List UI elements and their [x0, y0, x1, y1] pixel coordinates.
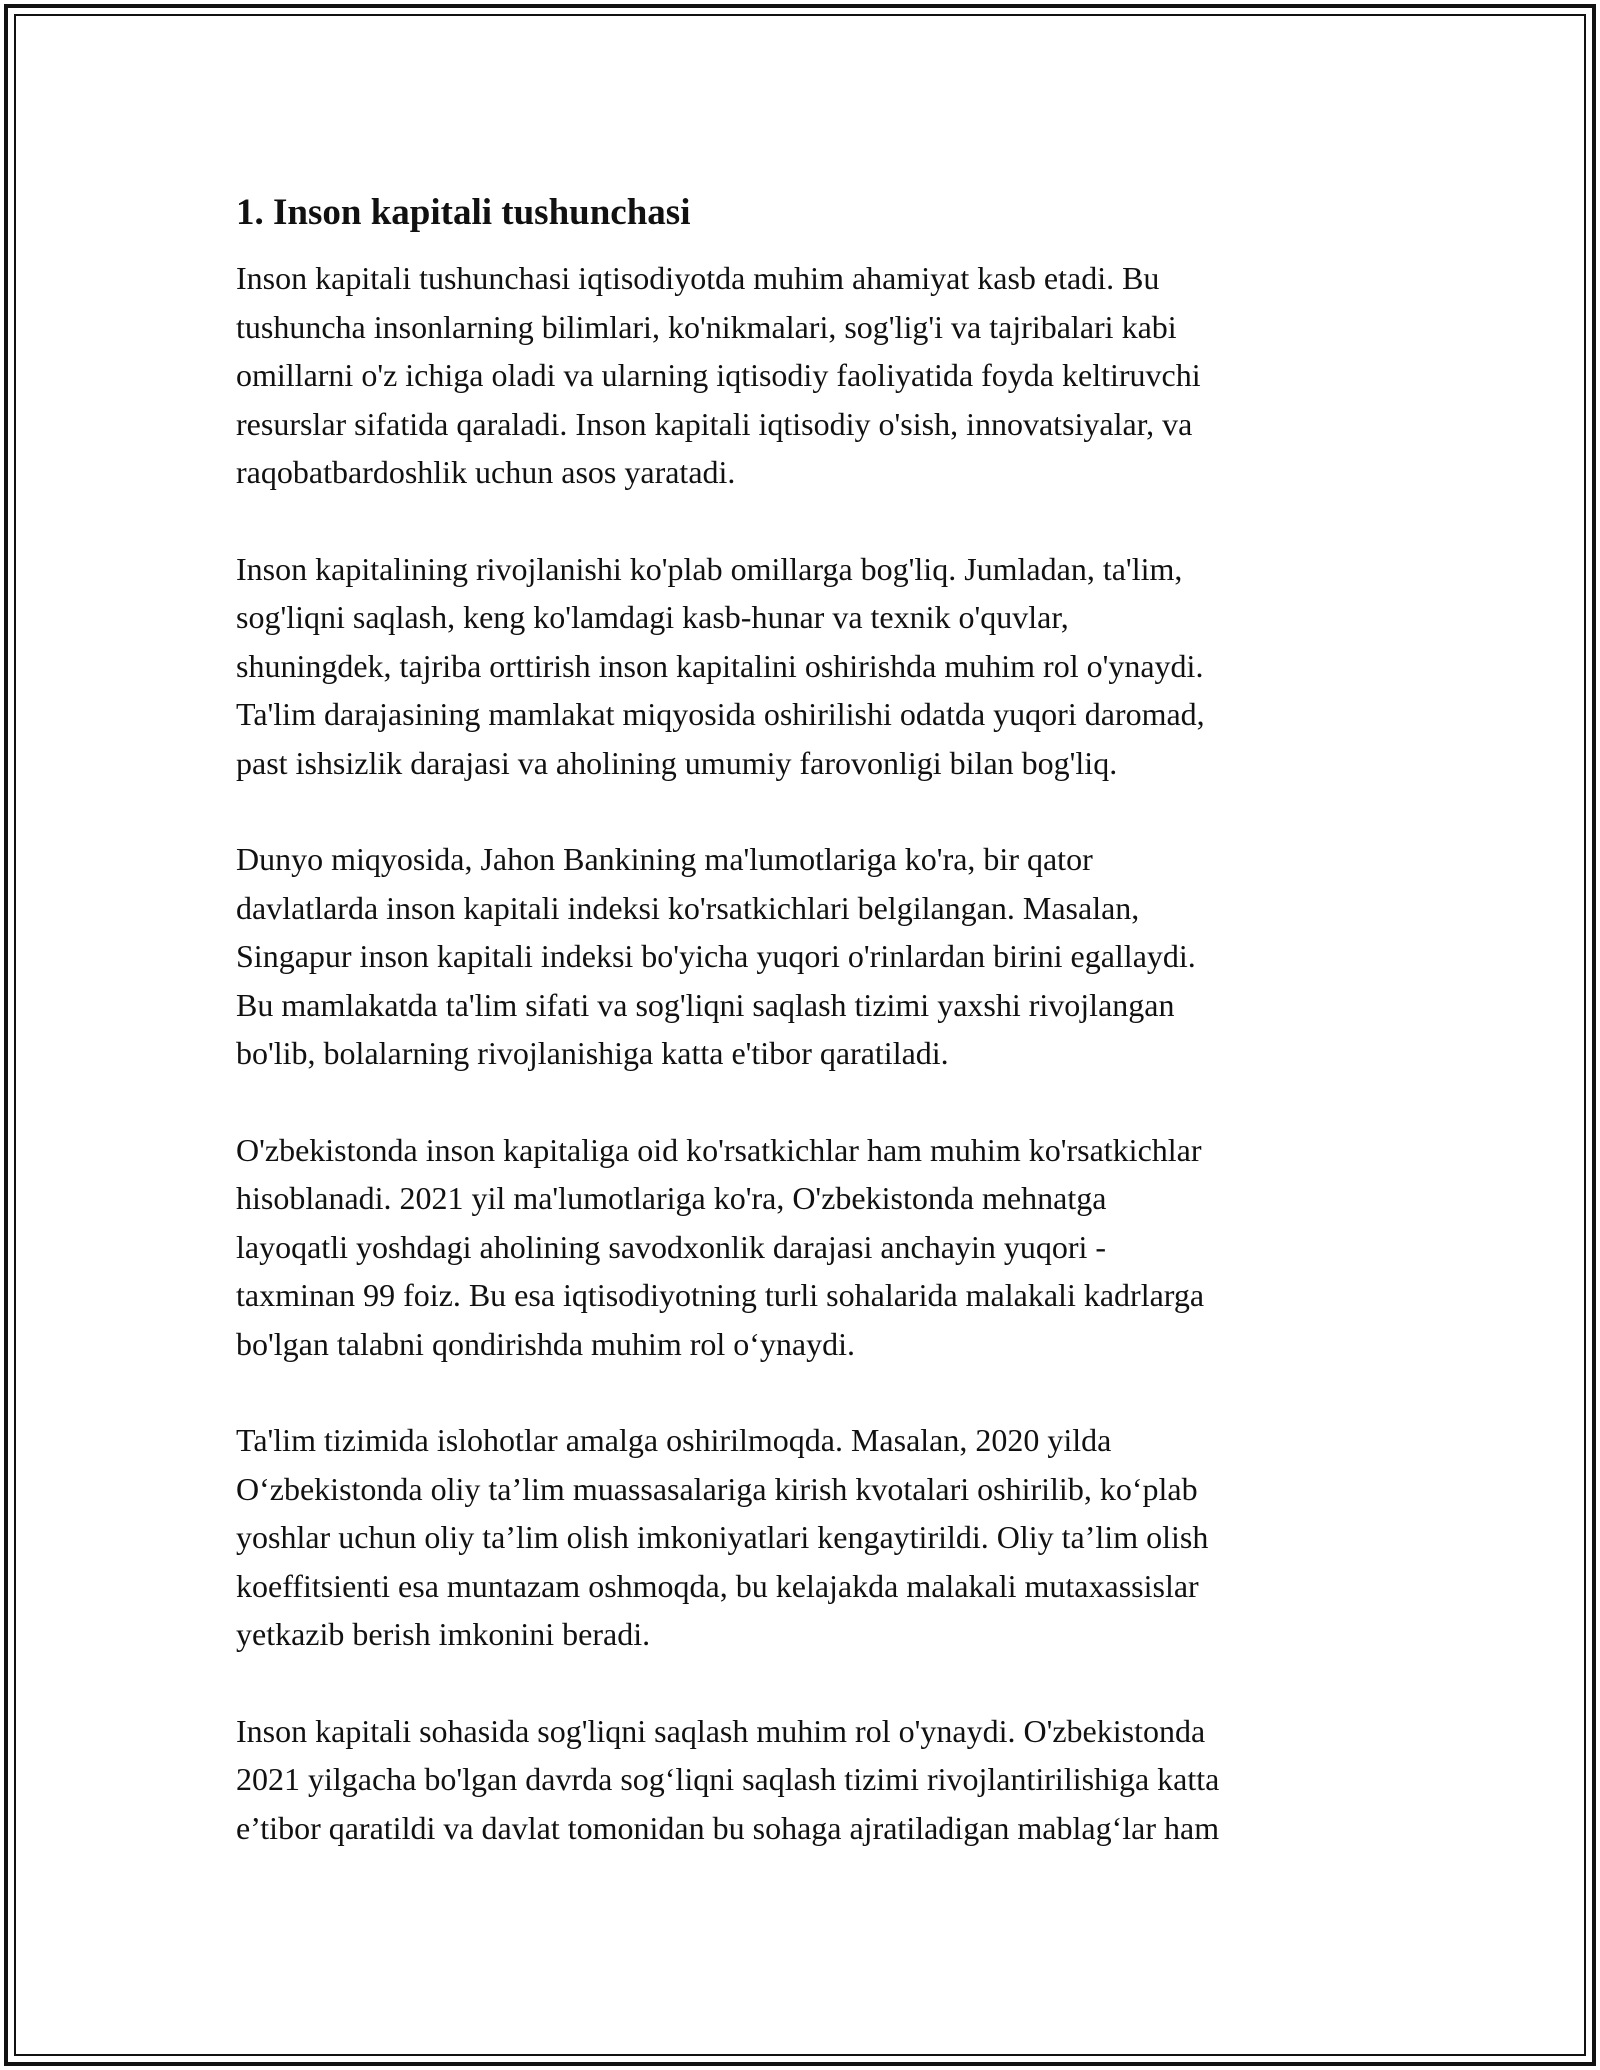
text-line: resurslar sifatida qaraladi. Inson kapitali iqtisodiy o'sish, innovatsiyalar, va	[236, 405, 1193, 442]
text-line: koeffitsienti esa muntazam oshmoqda, bu kelajakda malakali mutaxassislar	[236, 1567, 1199, 1604]
text-line: Singapur inson kapitali indeksi bo'yicha yuqori o'rinlardan birini egallaydi.	[236, 938, 1196, 974]
paragraph-5	[236, 1416, 1376, 1659]
text-line: Inson kapitalining rivojlanishi ko'plab omillarga bog'liq. Jumladan, ta'lim,	[236, 550, 1183, 587]
text-line: bo'lib, bolalarning rivojlanishiga katta e'tibor qaratiladi.	[236, 1035, 949, 1071]
text-line: O‘zbekistonda oliy ta’lim muassasalariga kirish kvotalari oshirilib, ko‘plab	[236, 1470, 1198, 1507]
text-line: hisoblanadi. 2021 yil ma'lumotlariga ko'ra, O'zbekistonda mehnatga	[236, 1180, 1107, 1216]
text-line: yoshlar uchun oliy ta’lim olish imkoniyatlari kengaytirildi. Oliy ta’lim olish	[236, 1519, 1209, 1555]
text-line: Ta'lim darajasining mamlakat miqyosida oshirilishi odatda yuqori daromad,	[236, 696, 1205, 732]
text-line: raqobatbardoshlik uchun asos yaratadi.	[236, 454, 736, 490]
text-line: shuningdek, tajriba orttirish inson kapitalini oshirishda muhim rol o'ynaydi.	[236, 647, 1204, 684]
paragraph-4	[236, 1126, 1376, 1369]
text-line: Bu mamlakatda ta'lim sifati va sog'liqni saqlash tizimi yaxshi rivojlangan	[236, 986, 1175, 1023]
paragraph-6	[236, 1707, 1376, 1853]
text-line: e’tibor qaratildi va davlat tomonidan bu sohaga ajratiladigan mablag‘lar ham	[236, 1809, 1220, 1846]
text-line: past ishsizlik darajasi va aholining umumiy farovonligi bilan bog'liq.	[236, 744, 1118, 781]
text-line: Dunyo miqyosida, Jahon Bankining ma'lumotlariga ko'ra, bir qator	[236, 841, 1093, 877]
text-line: Ta'lim tizimida islohotlar amalga oshirilmoqda. Masalan, 2020 yilda	[236, 1422, 1112, 1458]
text-line: layoqatli yoshdagi aholining savodxonlik darajasi anchayin yuqori -	[236, 1228, 1107, 1265]
text-line: 2021 yilgacha bo'lgan davrda sog‘liqni saqlash tizimi rivojlantirilishiga katta	[236, 1761, 1220, 1797]
text-line: Inson kapitali sohasida sog'liqni saqlash muhim rol o'ynaydi. O'zbekistonda	[236, 1712, 1206, 1749]
text-line: O'zbekistonda inson kapitaliga oid ko'rsatkichlar ham muhim ko'rsatkichlar	[236, 1131, 1202, 1168]
text-line: omillarni o'z ichiga oladi va ularning iqtisodiy faoliyatida foyda keltiruvchi	[236, 357, 1201, 393]
section-heading: 1. Inson kapitali tushunchasi	[236, 192, 691, 233]
document-body	[236, 188, 1376, 1900]
text-line: sog'liqni saqlash, keng ko'lamdagi kasb-hunar va texnik o'quvlar,	[236, 599, 1069, 635]
text-line: bo'lgan talabni qondirishda muhim rol o‘ynaydi.	[236, 1325, 855, 1362]
paragraph-3	[236, 835, 1376, 1078]
text-line: davlatlarda inson kapitali indeksi ko'rsatkichlari belgilangan. Masalan,	[236, 889, 1140, 926]
text-line: yetkazib berish imkonini beradi.	[236, 1616, 651, 1652]
text-line: taxminan 99 foiz. Bu esa iqtisodiyotning turli sohalarida malakali kadrlarga	[236, 1277, 1205, 1313]
text-line: Inson kapitali tushunchasi iqtisodiyotda muhim ahamiyat kasb etadi. Bu	[236, 260, 1160, 296]
paragraph-1	[236, 254, 1376, 497]
text-line: tushuncha insonlarning bilimlari, ko'nikmalari, sog'lig'i va tajribalari kabi	[236, 308, 1177, 345]
paragraph-2	[236, 545, 1376, 788]
